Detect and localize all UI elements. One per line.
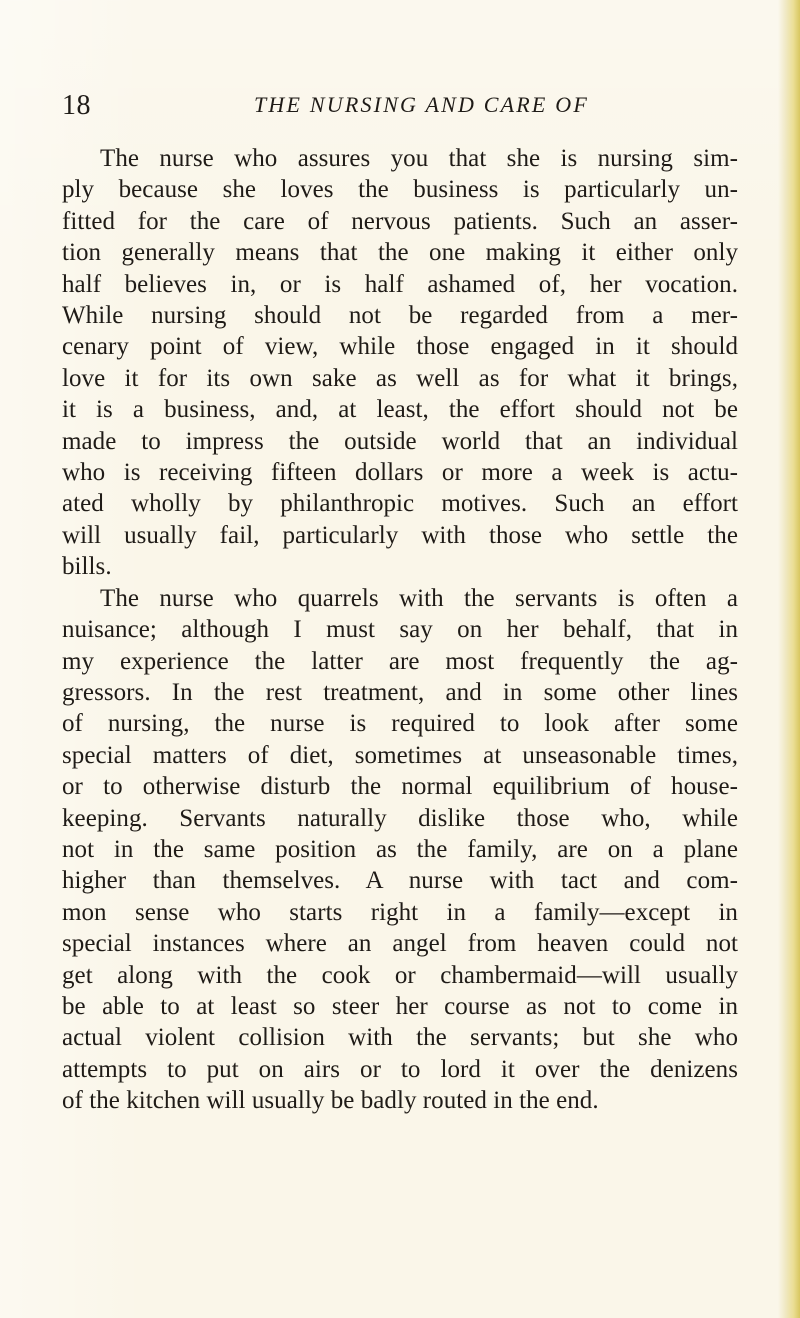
text-line: who is receiving fifteen dollars or more a week is actu- <box>62 459 738 487</box>
text-line: ply because she loves the business is particularly un- <box>62 176 738 204</box>
running-head <box>62 92 722 122</box>
text-line: bills. <box>62 553 112 581</box>
text-line: half believes in, or is half ashamed of, her vocation. <box>62 270 738 298</box>
text-line: get along with the cook or chambermaid—will usually <box>62 961 738 989</box>
text-line: special matters of diet, sometimes at unseasonable times, <box>62 741 738 769</box>
text-line: made to impress the outside world that an individual <box>62 427 738 455</box>
text-line: fitted for the care of nervous patients. Such an asser- <box>62 207 738 235</box>
text-line: attempts to put on airs or to lord it over the denizens <box>62 1055 738 1083</box>
text-line: of the kitchen will usually be badly routed in the end. <box>62 1087 599 1115</box>
text-line: ated wholly by philanthropic motives. Such an effort <box>62 490 738 518</box>
page-title: THE NURSING AND CARE OF <box>254 92 589 117</box>
text-line: love it for its own sake as well as for what it brings, <box>62 364 738 392</box>
text-line: keeping. Servants naturally dislike those who, while <box>62 804 738 832</box>
text-line: special instances where an angel from heaven could not <box>62 930 738 958</box>
paragraph-2 <box>62 583 738 1117</box>
text-line: The nurse who assures you that she is nursing sim- <box>100 145 738 172</box>
text-line: higher than themselves. A nurse with tact and com- <box>62 867 738 895</box>
body-text <box>62 143 738 1117</box>
text-line: be able to at least so steer her course as not to come in <box>62 992 738 1020</box>
text-line: of nursing, the nurse is required to look after some <box>62 710 738 738</box>
text-line: or to otherwise disturb the normal equilibrium of house- <box>62 773 738 801</box>
text-line: not in the same position as the family, are on a plane <box>62 835 738 863</box>
paragraph-1 <box>62 143 738 583</box>
text-line: cenary point of view, while those engaged in it should <box>62 333 738 361</box>
text-line: actual violent collision with the servants; but she who <box>62 1024 738 1052</box>
text-line: tion generally means that the one making it either only <box>62 239 738 267</box>
text-line: will usually fail, particularly with those who settle the <box>62 521 738 549</box>
text-line: it is a business, and, at least, the effort should not be <box>62 396 738 424</box>
text-line: While nursing should not be regarded from a mer- <box>62 302 738 330</box>
text-line: The nurse who quarrels with the servants is often a <box>100 584 738 612</box>
text-line: mon sense who starts right in a family—except in <box>62 898 738 926</box>
text-line: my experience the latter are most frequently the ag- <box>62 647 738 675</box>
page-number: 18 <box>62 90 91 121</box>
text-line: nuisance; although I must say on her behalf, that in <box>62 616 738 644</box>
text-line: gressors. In the rest treatment, and in some other lines <box>62 678 738 706</box>
